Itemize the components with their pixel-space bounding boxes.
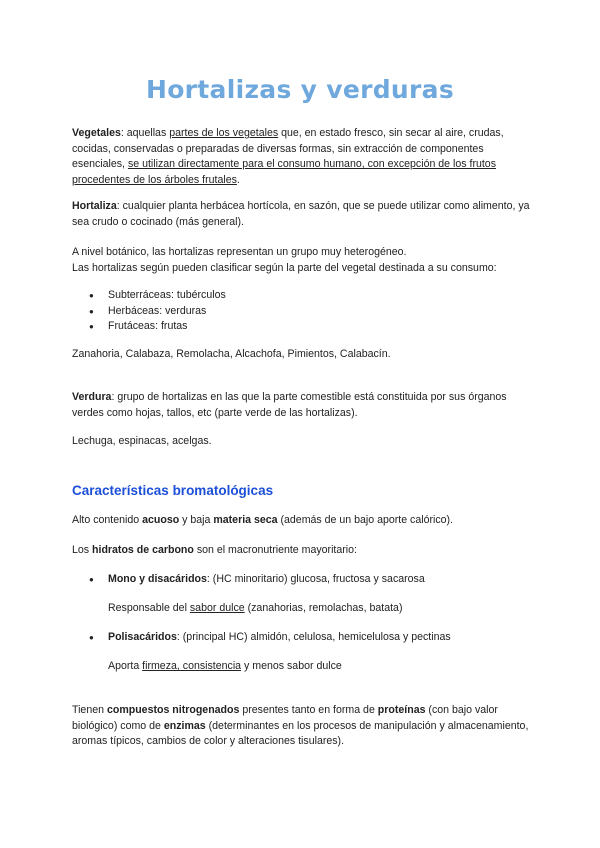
- section-heading: Características bromatológicas: [72, 483, 274, 498]
- list-item: ● Subterráceas: tubérculos: [72, 288, 532, 304]
- paragraph-vegetales: Vegetales: aquellas partes de los vegetales que, en estado fresco, sin secar al aire, crudas, cocidas, conservadas o preparadas de diversas formas, sin extracción de componentes esenciales, se utilizan directamente para el consumo humano, con excepción de los frutos procedentes de los árboles frutales.: [72, 127, 504, 186]
- paragraph-alto-contenido: Alto contenido acuoso y baja materia seca (además de un bajo aporte calórico).: [72, 514, 454, 526]
- list-item: ● Polisacáridos: (principal HC) almidón, celulosa, hemicelulosa y pectinas: [72, 630, 532, 646]
- list-item: ● Frutáceas: frutas: [72, 319, 532, 335]
- paragraph-nitrogenados: Tienen compuestos nitrogenados presentes tanto en forma de proteínas (con bajo valor biológico) como de enzimas (determinantes en los procesos de manipulación y almacenamiento, aromas típicos, cambios de color y alteraciones tisulares).: [72, 704, 529, 747]
- term-verdura: Verdura: [72, 391, 112, 403]
- page-title: Hortalizas y verduras: [145, 75, 455, 104]
- note-poli: Aporta firmeza, consistencia y menos sabor dulce: [108, 660, 342, 672]
- list-item: ● Mono y disacáridos: (HC minoritario) glucosa, fructosa y sacarosa: [72, 572, 532, 588]
- paragraph-hortaliza: Hortaliza: cualquier planta herbácea hortícola, en sazón, que se puede utilizar como alimento, ya sea crudo o cocinado (más general).: [72, 200, 530, 228]
- term-vegetales: Vegetales: [72, 127, 121, 139]
- note-mono: Responsable del sabor dulce (zanahorias, remolachas, batata): [108, 602, 403, 614]
- list-mono: [72, 572, 532, 588]
- paragraph-ejemplos-verduras: Lechuga, espinacas, acelgas.: [72, 435, 212, 447]
- underlined-partes: partes de los vegetales: [169, 127, 279, 139]
- list-poli: [72, 630, 532, 646]
- paragraph-ejemplos-hortalizas: Zanahoria, Calabaza, Remolacha, Alcachofa, Pimientos, Calabacín.: [72, 348, 391, 360]
- paragraph-hidratos: Los hidratos de carbono son el macronutriente mayoritario:: [72, 544, 357, 556]
- underlined-consumo: se utilizan directamente para el consumo humano, con excepción de los frutos procedentes de los árboles frutales: [72, 158, 496, 186]
- list-item: ● Herbáceas: verduras: [72, 304, 532, 320]
- term-hortaliza: Hortaliza: [72, 200, 117, 212]
- term-poli: Polisacáridos: [108, 631, 177, 643]
- paragraph-botanico: A nivel botánico, las hortalizas representan un grupo muy heterogéneo. Las hortalizas según pueden clasificar según la parte del vegetal destinada a su consumo:: [72, 246, 497, 274]
- paragraph-verdura: Verdura: grupo de hortalizas en las que la parte comestible está constituida por sus órganos verdes como hojas, tallos, etc (parte verde de las hortalizas).: [72, 391, 507, 419]
- term-mono: Mono y disacáridos: [108, 573, 207, 585]
- list-clasificacion: [72, 288, 532, 335]
